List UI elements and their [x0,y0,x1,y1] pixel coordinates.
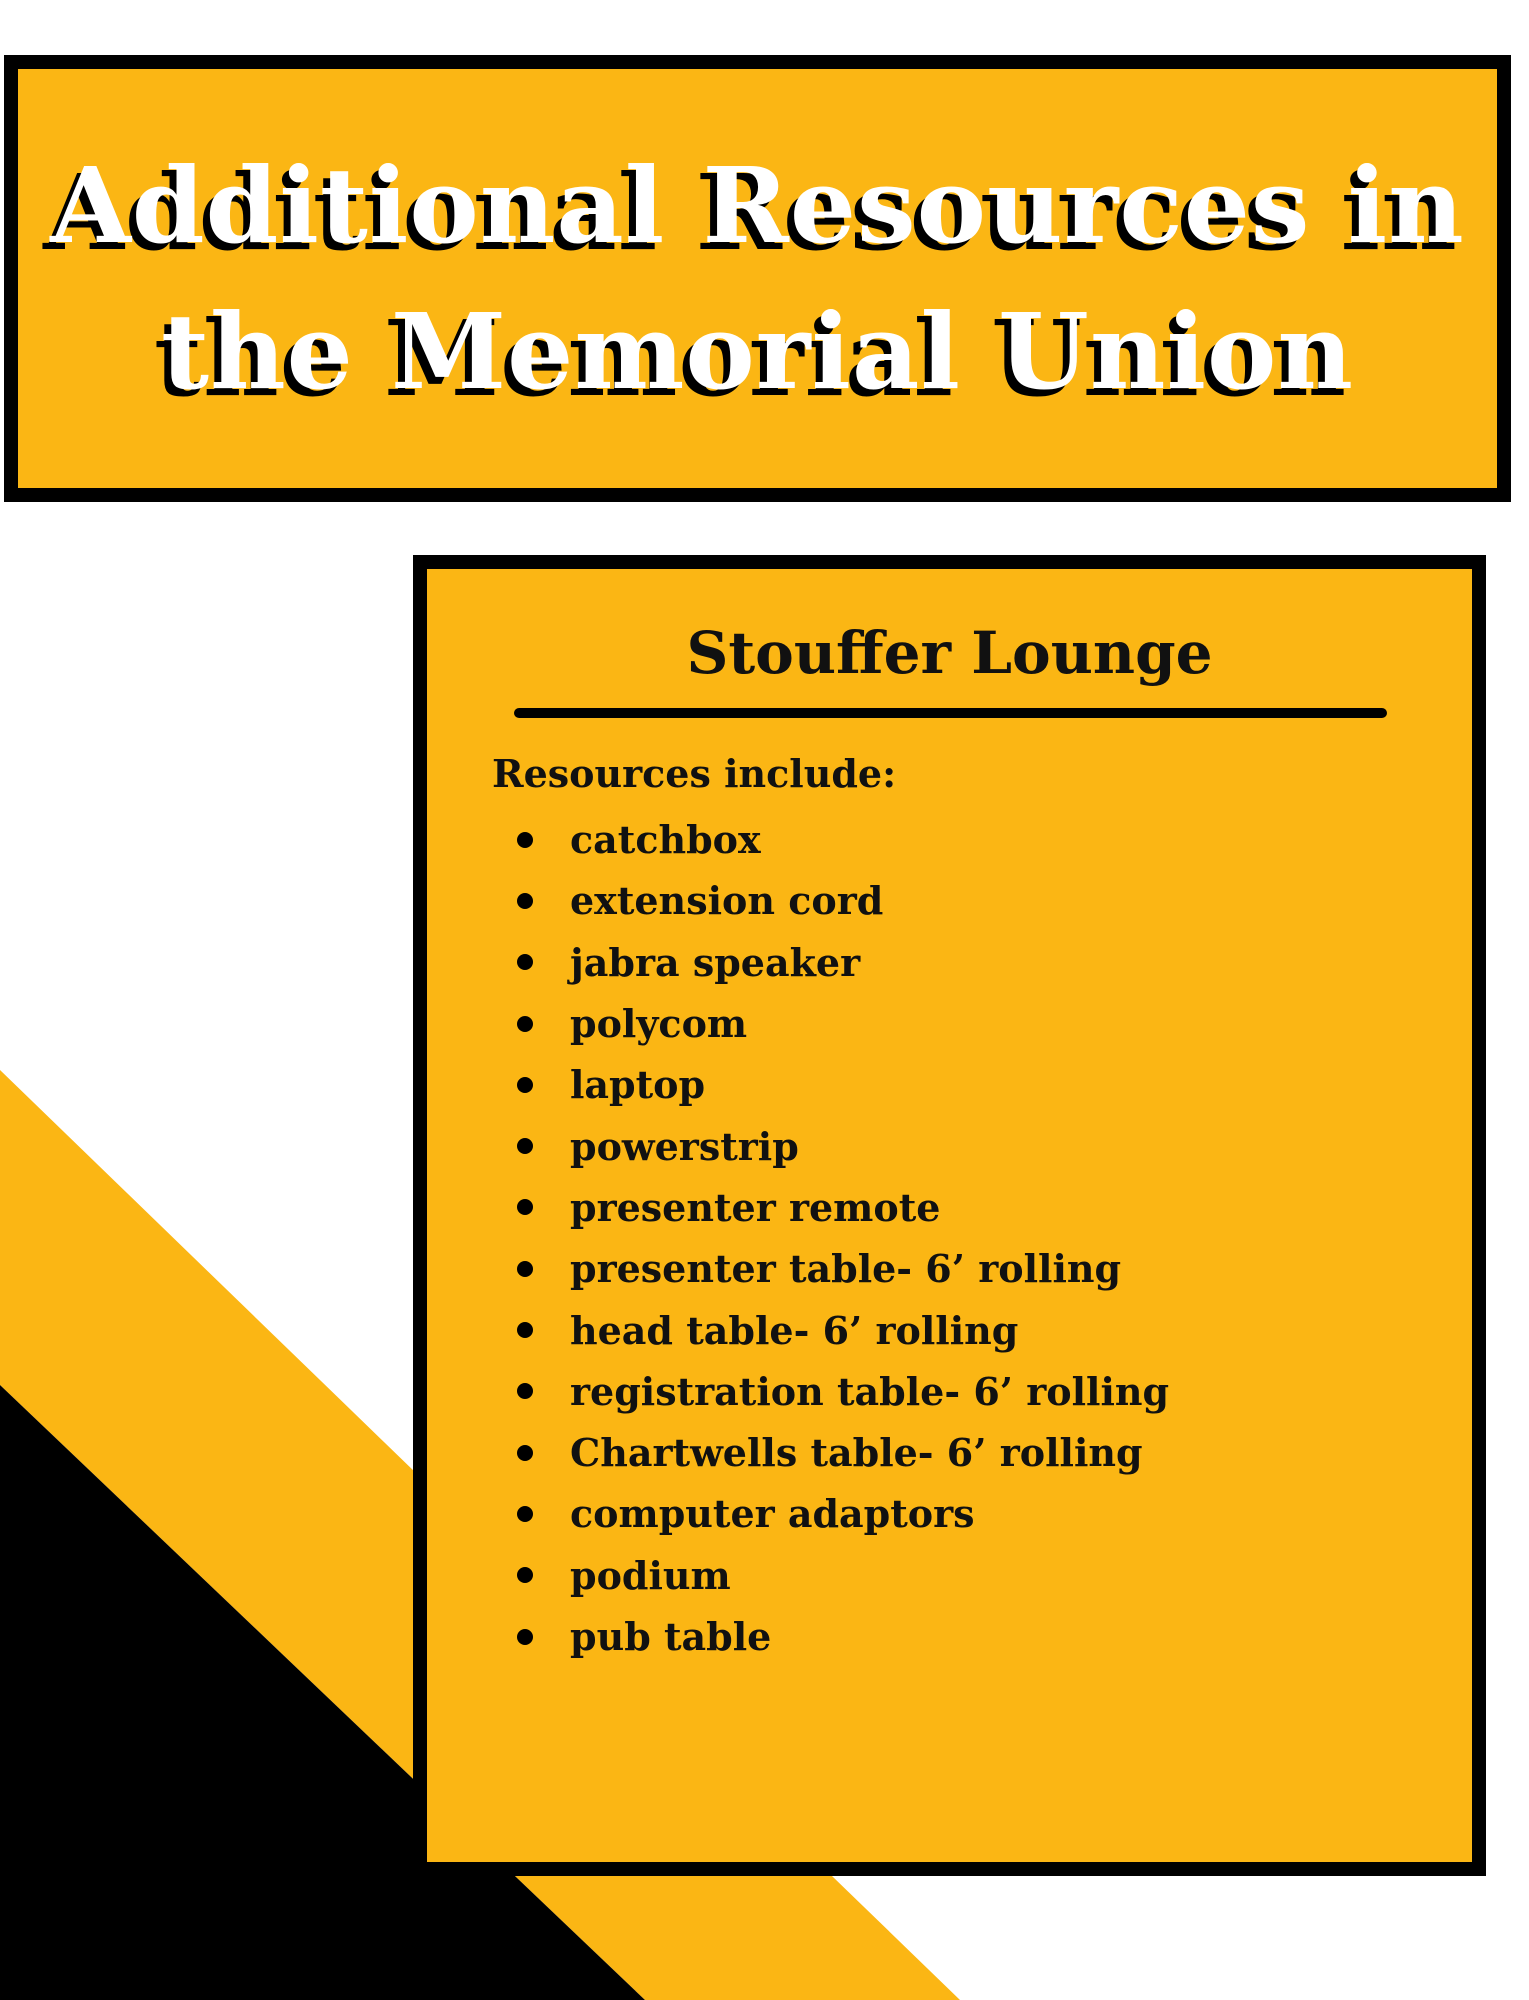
list-item-text: polycom [570,1001,748,1047]
list-item [492,1422,1169,1483]
list-item [492,1238,1169,1299]
list-item-text: jabra speaker [570,939,861,985]
list-item [492,1606,1169,1667]
list-item [492,932,1169,993]
panel-heading: Stouffer Lounge [686,619,1213,687]
list-item [492,1545,1169,1606]
bullet-icon [517,1077,533,1093]
title-line-2: the Memorial Union [161,289,1354,413]
list-item-text: registration table- 6’ rolling [570,1368,1170,1414]
list-item [492,1177,1169,1238]
list-item-text: presenter table- 6’ rolling [570,1246,1122,1292]
list-item [492,993,1169,1054]
list-item [492,1361,1169,1422]
list-item [492,1054,1169,1115]
list-item-text: presenter remote [570,1184,941,1230]
bullet-icon [517,1261,533,1277]
bullet-icon [517,1138,533,1154]
bullet-icon [517,1199,533,1215]
title-banner [4,55,1511,502]
list-item-text: laptop [570,1062,706,1108]
bullet-icon [517,1445,533,1461]
bullet-icon [517,1322,533,1338]
title-line-1: Additional Resources in [50,143,1465,267]
bullet-icon [517,954,533,970]
list-item-text: Chartwells table- 6’ rolling [570,1430,1143,1476]
list-item-text: extension cord [570,878,884,924]
list-item [492,870,1169,931]
resources-label: Resources include: [492,751,897,796]
list-item-text: pub table [570,1614,772,1659]
list-item-text: powerstrip [570,1123,799,1169]
bullet-icon [517,1506,533,1522]
bullet-icon [517,1016,533,1032]
bullet-icon [517,1629,533,1645]
list-item-text: head table- 6’ rolling [570,1307,1019,1353]
resources-panel [413,555,1486,1876]
list-item [492,1299,1169,1360]
bullet-icon [517,1383,533,1399]
list-item [492,809,1169,870]
bullet-icon [517,1567,533,1583]
bullet-icon [517,893,533,909]
list-item [492,1115,1169,1176]
bullet-icon [517,832,533,848]
resource-list [492,809,1169,1667]
heading-underline [514,708,1387,718]
list-item-text: catchbox [570,817,761,863]
list-item-text: computer adaptors [570,1491,975,1537]
list-item [492,1483,1169,1544]
list-item-text: podium [570,1552,731,1598]
